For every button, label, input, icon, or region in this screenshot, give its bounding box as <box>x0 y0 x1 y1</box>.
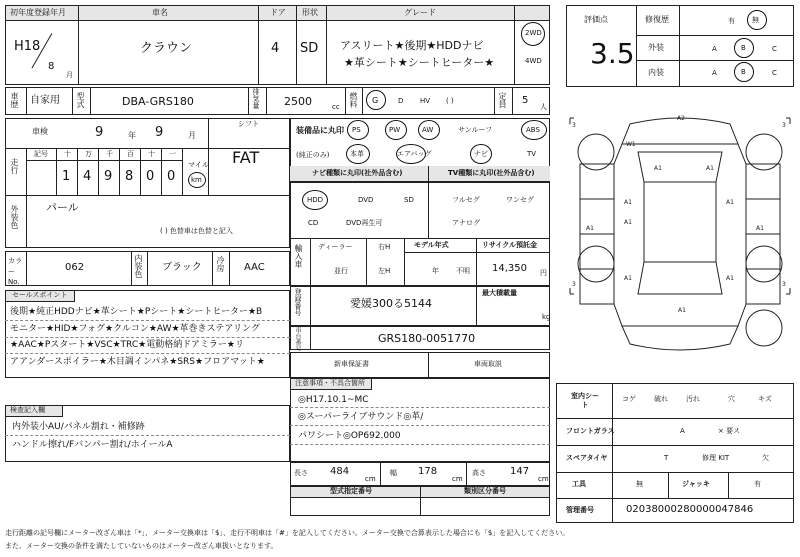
usage: 自家用 <box>30 95 60 106</box>
sunroof: サンルーフ <box>458 126 493 134</box>
jack-label: ジャッキ <box>682 480 710 488</box>
cap-unit: 人 <box>540 103 547 111</box>
opt-yogore: 汚れ <box>686 395 700 403</box>
disp-label: 排気量 <box>252 88 260 109</box>
sales-line-4: アアンダースポイラー★木目調インパネ★SRS★フロアマット★ <box>10 357 265 367</box>
score-label: 評価点 <box>584 15 608 24</box>
length-unit: cm <box>365 475 376 483</box>
analog: アナログ <box>452 219 480 227</box>
opt-kizu: キズ <box>758 395 772 403</box>
manual: 車両取説 <box>474 360 502 368</box>
right-h: 右H <box>378 243 391 251</box>
insp-year-unit: 年 <box>128 131 136 140</box>
height-unit: cm <box>538 475 549 483</box>
unit-6: 一 <box>169 150 176 158</box>
ext-c: C <box>772 45 777 53</box>
grade-label: グレード <box>404 8 436 17</box>
insp-month: 9 <box>155 125 164 140</box>
digit-3: 9 <box>104 169 113 184</box>
ac-label: 冷房 <box>216 256 225 272</box>
score-value: 3.5 <box>590 37 635 70</box>
fullseg: フルセグ <box>452 196 480 204</box>
length-label: 長さ <box>294 469 308 477</box>
tire-fl: 3 <box>572 122 576 129</box>
reg-month: 8 <box>48 61 55 72</box>
equip-sub: (純正のみ) <box>296 151 330 159</box>
color-value: パール <box>46 201 79 214</box>
ext-a: A <box>712 45 717 53</box>
tools: 無 <box>636 480 643 488</box>
glass-a: A <box>680 427 685 435</box>
import-label: 輸入車 <box>294 244 303 268</box>
km-label: km <box>191 176 202 184</box>
model-label: 型式 <box>76 92 85 108</box>
shift: FAT <box>232 148 260 167</box>
leather: 本革 <box>350 150 364 158</box>
width-label: 幅 <box>390 469 397 477</box>
row2 <box>5 87 550 115</box>
reg-number: 愛媛300る5144 <box>350 297 432 310</box>
glass-need: × 要ス <box>718 427 741 435</box>
digit-5: 0 <box>146 169 155 184</box>
spare-t: T <box>664 454 669 462</box>
mark-a1-3: A1 <box>624 199 632 206</box>
spare-none: 欠 <box>762 454 769 462</box>
modelyear-label: モデル年式 <box>414 241 449 249</box>
height: 147 <box>510 466 530 477</box>
tire-rl: 3 <box>572 281 576 288</box>
equip-label: 装備品に丸印 <box>296 126 344 135</box>
grade-line1: アスリート★後期★HDDナビ <box>340 39 484 52</box>
color-note: ( ) 色替車は色替と記入 <box>160 227 233 235</box>
tv-label: TV種類に丸印(社外品含む) <box>448 169 535 177</box>
mark-a1-6: A1 <box>586 225 594 232</box>
type-label: 型式指定番号 <box>330 487 372 495</box>
repair-label: 修復歴 <box>645 15 669 24</box>
unit-4: 百 <box>127 150 134 158</box>
notes-label: 注意事項・不具合箇所 <box>295 379 365 387</box>
mgmt-label: 管理番号 <box>566 506 594 514</box>
cd: CD <box>308 219 319 227</box>
mileage-label: 走行 <box>10 158 19 174</box>
unit-5: 十 <box>148 150 155 158</box>
cap-label: 定員 <box>498 92 507 108</box>
disp: 2500 <box>284 95 312 108</box>
aw: AW <box>422 126 434 134</box>
parallel: 並行 <box>334 267 348 275</box>
mark-a1-1: A1 <box>654 165 662 172</box>
interior: ブラック <box>162 262 202 273</box>
digit-2: 4 <box>83 169 92 184</box>
dvd: DVD <box>358 196 374 204</box>
notes-line-3: パワシート◎OP692.000 <box>298 431 401 441</box>
left-h: 左H <box>378 267 391 275</box>
unit-0: 記号 <box>34 150 48 158</box>
mark-w1: W1 <box>626 141 636 148</box>
colorno: 062 <box>65 262 85 273</box>
shape: SD <box>300 41 319 56</box>
oneseg: ワンセグ <box>506 196 534 204</box>
doors: 4 <box>271 41 280 56</box>
pw: PW <box>389 126 401 134</box>
model: DBA-GRS180 <box>122 95 194 108</box>
sales-line-3: ★AAC★Pスタート★VSC★TRC★電動格納ドアミラー★リ <box>10 340 244 350</box>
drive-2wd: 2WD <box>525 29 542 37</box>
usage-label: 車歴 <box>10 92 19 108</box>
unit-2: 万 <box>85 150 92 158</box>
reg-label: 登録番号 <box>294 288 302 316</box>
maxload-unit: kg <box>542 313 551 321</box>
tire-fr: 3 <box>782 122 786 129</box>
dealer: ディーラー <box>318 243 353 251</box>
width: 178 <box>418 466 438 477</box>
mark-a1-4: A1 <box>624 219 632 226</box>
jack: 有 <box>754 480 761 488</box>
mile-label: マイル <box>188 161 209 169</box>
spare-kit: 修理 KIT <box>702 454 730 462</box>
repair-no: 無 <box>752 16 759 24</box>
sales-line-1: 後期★純正HDDナビ★革シート★Pシート★シートヒーター★B <box>10 307 263 317</box>
mark-a1-9: A1 <box>678 307 686 314</box>
fuel-other: ( ) <box>446 97 454 105</box>
digit-6: 0 <box>167 169 176 184</box>
grade-line2: ★革シート★シートヒーター★ <box>344 56 495 69</box>
int-c: C <box>772 69 777 77</box>
opt-koge: コゲ <box>622 395 636 403</box>
interior-score-label: 内装 <box>648 68 664 77</box>
mark-a2: A2 <box>677 115 685 122</box>
color-label: 外装色 <box>10 205 19 229</box>
recycle-label: リサイクル預託金 <box>482 241 538 249</box>
mark-a1-2: A1 <box>706 165 714 172</box>
fuel-d: D <box>398 97 404 105</box>
reg-year: H18 <box>14 39 41 54</box>
month-unit: 月 <box>66 71 73 79</box>
dvdplay: DVD再生可 <box>346 219 383 227</box>
capacity: 5 <box>522 95 529 106</box>
door-label: ドア <box>270 8 286 17</box>
car-name: クラウン <box>140 41 193 56</box>
fuel-label: 燃料 <box>349 92 358 108</box>
mark-a1-10: A1 <box>726 275 734 282</box>
notes-line-1: ◎H17.10.1~MC <box>298 395 369 405</box>
maxload-label: 最大積載量 <box>482 289 517 297</box>
opt-ana: 穴 <box>728 395 735 403</box>
hdd: HDD <box>307 196 324 204</box>
insp-year: 9 <box>95 125 104 140</box>
spare-label: スペアタイヤ <box>566 454 608 462</box>
carname-label: 車名 <box>152 8 168 17</box>
int-a: A <box>712 69 717 77</box>
insp-month-unit: 月 <box>188 131 196 140</box>
tv: TV <box>527 150 537 158</box>
inspection-label: 車検 <box>32 127 48 136</box>
chassis-number: GRS180-0051770 <box>378 332 476 345</box>
ext-b: B <box>741 44 746 52</box>
mark-a1-7: A1 <box>756 225 764 232</box>
recycle: 14,350 <box>492 263 527 274</box>
notes-line-2: ◎スーパーライブサウンド◎革/ <box>298 412 424 422</box>
disp-unit: cc <box>332 103 340 111</box>
digit-4: 8 <box>125 169 134 184</box>
sd: SD <box>404 196 414 204</box>
glass-label: フロントガラス <box>566 427 615 435</box>
interior-sheet-label: 室内シート <box>571 392 599 410</box>
recycle-unit: 円 <box>540 269 547 277</box>
class-label: 類別区分番号 <box>464 487 506 495</box>
sales-line-2: モニター★HID★フォグ★クルコン★AW★革巻きステアリング <box>10 324 260 334</box>
first-reg-label: 初年度登録年月 <box>10 8 66 17</box>
airbag: エアバッグ <box>397 150 432 158</box>
fuel-g: G <box>372 96 379 105</box>
unknown: 不明 <box>456 267 470 275</box>
length: 484 <box>330 466 350 477</box>
inspect-line-1: 内外装小AU/パネル割れ・補修跡 <box>12 422 145 432</box>
mgmt-number: 02038000280000047846 <box>626 504 754 515</box>
width-unit: cm <box>452 475 463 483</box>
inspect-label: 検査記入欄 <box>10 406 45 414</box>
abs: ABS <box>526 126 540 134</box>
shape-label: 形状 <box>302 8 318 17</box>
unit-3: 千 <box>106 150 113 158</box>
exterior-label: 外装 <box>648 43 664 52</box>
new-warranty: 新車保証書 <box>334 360 369 368</box>
drive-4wd: 4WD <box>525 57 542 65</box>
height-label: 高さ <box>472 469 486 477</box>
footnote-2: また、メーター交換の条件を満たしていないものはメーター改ざん車扱いとなります。 <box>5 542 278 550</box>
repair-yes: 有 <box>728 17 735 25</box>
sales-label: セールスポイント <box>12 291 68 299</box>
mark-a1-5: A1 <box>726 199 734 206</box>
int-b: B <box>741 68 746 76</box>
navi: ナビ <box>474 150 488 158</box>
tire-rr: 3 <box>782 281 786 288</box>
footnote-1: 走行距離の記号欄にメーター改ざん車は「*」、メーター交換車は「$」、走行不明車は「#」を記入してください。メーター交換で合算表示した場合にも「$」を記入してください。 <box>5 529 570 537</box>
unit-1: 十 <box>64 150 71 158</box>
warranty-row <box>290 352 550 378</box>
ac: AAC <box>244 262 265 273</box>
mark-a1-8: A1 <box>624 275 632 282</box>
tools-label: 工具 <box>572 480 586 488</box>
fuel-hv: HV <box>420 97 431 105</box>
colorno-label: カラーNo. <box>8 257 22 286</box>
inspect-line-2: ハンドル擦れ/Fバンパー割れ/ホイールA <box>12 440 173 450</box>
digit-1: 1 <box>62 169 71 184</box>
year-unit: 年 <box>432 267 439 275</box>
navi-label: ナビ種類に丸印(社外品含む) <box>312 169 403 177</box>
shift-label: シフト <box>238 120 259 128</box>
car-diagram <box>566 104 794 374</box>
opt-yabure: 破れ <box>654 395 668 403</box>
chassis-label: 車台番号 <box>294 327 301 351</box>
interior-label: 内装色 <box>134 254 143 278</box>
ps: PS <box>352 126 361 134</box>
